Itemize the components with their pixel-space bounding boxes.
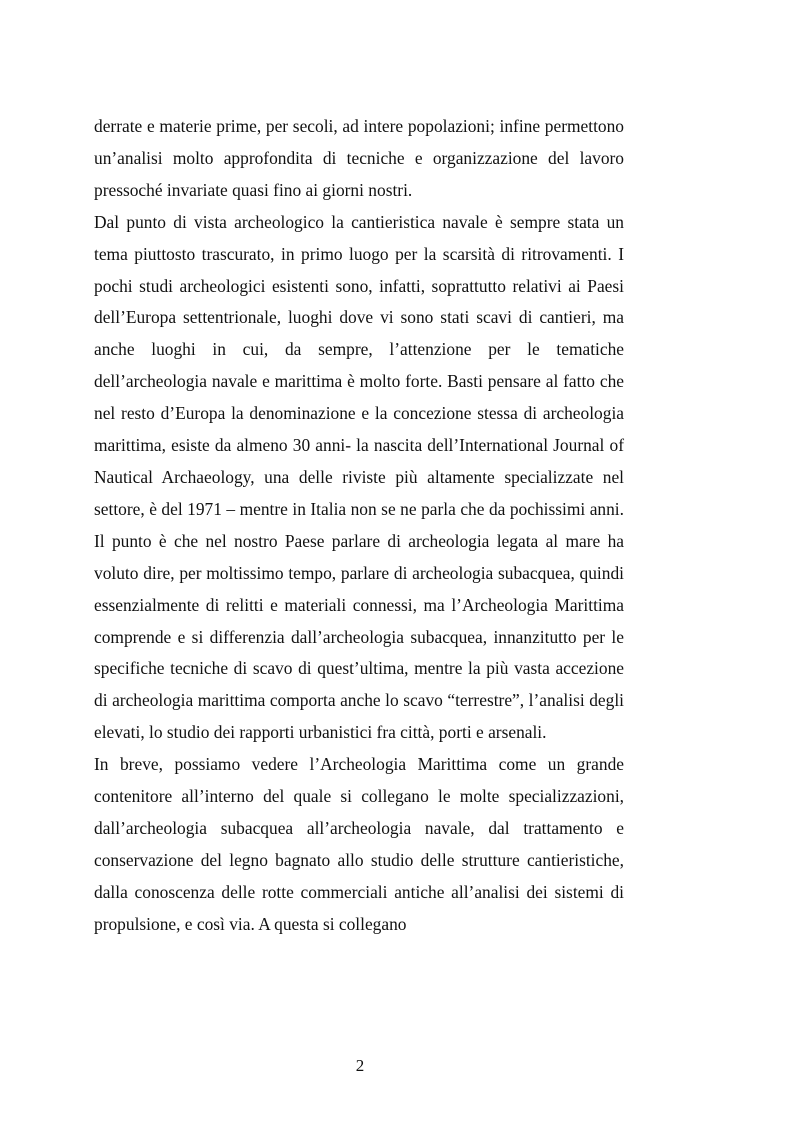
paragraph-3: In breve, possiamo vedere l’Archeologia Marittima come un grande contenitore all’interno del quale si collegano le molte specializzazioni, dall’archeologia subacquea all’archeologia navale, dal trattamento e conservazione del legno bagnato allo studio delle strutture cantieristiche, dalla conoscenza delle rotte commerciali antiche all’analisi dei sistemi di propulsione, e così via. A questa si collegano xyxy=(94,754,624,934)
page-number: 2 xyxy=(355,1056,365,1075)
body-text xyxy=(94,111,624,941)
paragraph-1: derrate e materie prime, per secoli, ad intere popolazioni; infine permettono un’analisi molto approfondita di tecniche e organizzazione del lavoro pressoché invariate quasi fino ai giorni nostri. xyxy=(94,116,624,200)
paragraph-2: Dal punto di vista archeologico la cantieristica navale è sempre stata un tema piuttosto trascurato, in primo luogo per la scarsità di ritrovamenti. I pochi studi archeologici esistenti sono, infatti, soprattutto relativi ai Paesi dell’Europa settentrionale, luoghi dove vi sono stati scavi di cantieri, ma anche luoghi in cui, da sempre, l’attenzione per le tematiche dell’archeologia navale e marittima è molto forte. Basti pensare al fatto che nel resto d’Europa la denominazione e la concezione stessa di archeologia marittima, esiste da almeno 30 anni- la nascita dell’International Journal of Nautical Archaeology, una delle riviste più altamente specializzate nel settore, è del 1971 – mentre in Italia non se ne parla che da pochissimi anni. Il punto è che nel nostro Paese parlare di archeologia legata al mare ha voluto dire, per moltissimo tempo, parlare di archeologia subacquea, quindi essenzialmente di relitti e materiali connessi, ma l’Archeologia Marittima comprende e si differenzia dall’archeologia subacquea, innanzitutto per le specifiche tecniche di scavo di quest’ultima, mentre la più vasta accezione di archeologia marittima comporta anche lo scavo “terrestre”, l’analisi degli elevati, lo studio dei rapporti urbanistici fra città, porti e arsenali. xyxy=(94,211,624,743)
